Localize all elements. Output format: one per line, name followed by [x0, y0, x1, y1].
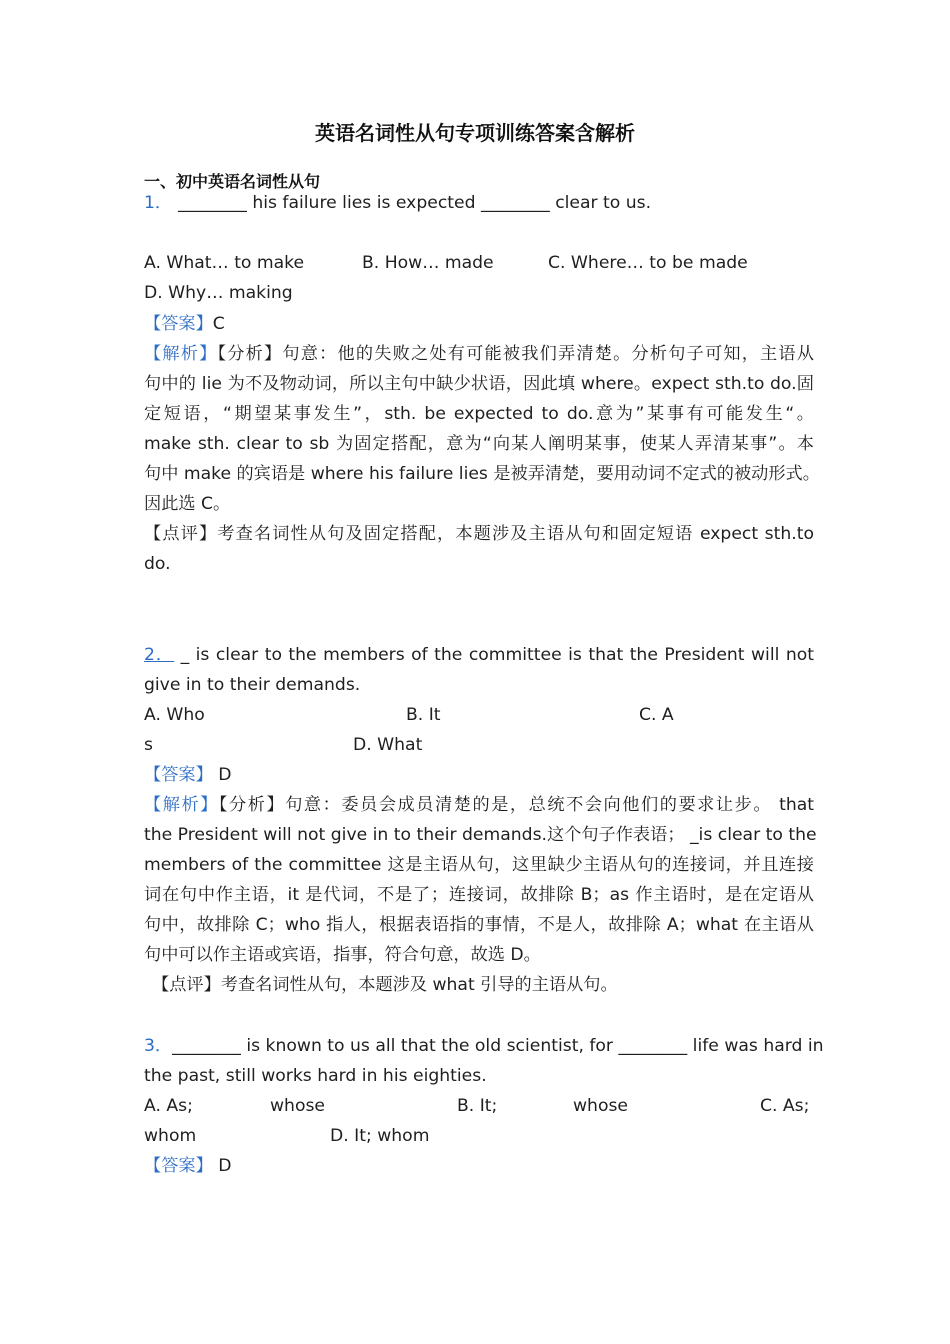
question-3-stem-line: 3．________ is known to us all that the old scientist, for ________ life was hard in	[144, 1036, 824, 1056]
question-1-analysis-line: 定短语，“期望某事发生”，sth. be expected to do.意为”某事有可能发生“。	[144, 404, 814, 424]
question-number: 3．	[144, 1036, 173, 1056]
question-1-option-d: D. Why… making	[144, 283, 293, 303]
question-2-analysis-line: 【解析】【分析】句意：委员会成员清楚的是，总统不会向他们的要求让步。 that	[144, 795, 814, 815]
question-2-analysis-line: members of the committee 这是主语从句，这里缺少主语从句的连接词，并且连接	[144, 855, 814, 875]
question-number: 1．	[144, 193, 173, 213]
question-2-comment: 【点评】考查名词性从句，本题涉及 what 引导的主语从句。	[152, 975, 618, 995]
question-1-answer: 【答案】C	[144, 314, 225, 334]
question-1-analysis-line: 【解析】【分析】句意：他的失败之处有可能被我们弄清楚。分析句子可知，主语从	[144, 344, 814, 364]
question-2-analysis-line: 句中可以作主语或宾语，指事，符合句意，故选 D。	[144, 945, 541, 965]
question-1-analysis-line: 因此选 C。	[144, 494, 231, 514]
question-3-stem-line: the past, still works hard in his eighties.	[144, 1066, 487, 1086]
section-heading: 一、初中英语名词性从句	[144, 172, 321, 191]
question-1-stem: 1． ________ his failure lies is expected ________ clear to us.	[144, 193, 652, 213]
question-1-option-b: B. How… made	[362, 253, 494, 273]
question-2-answer: 【答案】 D	[144, 765, 232, 785]
question-3-option-b-continued: whose	[573, 1096, 628, 1116]
question-3-option-a-continued: whose	[270, 1096, 325, 1116]
question-2-option-a: A. Who	[144, 705, 205, 725]
question-1-comment-line: do.	[144, 554, 171, 574]
question-2-stem-line: 2． _ is clear to the members of the committee is that the President will not	[144, 645, 814, 665]
answer-label: 【答案】	[144, 765, 213, 785]
question-2-option-c-continued: s	[144, 735, 153, 755]
question-number: 2．	[144, 645, 175, 665]
analysis-label: 【解析】	[144, 795, 219, 815]
question-1-comment-line: 【点评】考查名词性从句及固定搭配，本题涉及主语从句和固定短语 expect sth.to	[144, 524, 814, 544]
question-2-analysis-line: 词在句中作主语，it 是代词，不是了；连接词，故排除 B；as 作主语时，是在定语从	[144, 885, 814, 905]
question-1-analysis-line: make sth. clear to sb 为固定搭配，意为“向某人阐明某事，使某人弄清某事”。本	[144, 434, 814, 454]
question-3-option-b: B. It;	[457, 1096, 498, 1116]
document-title: 英语名词性从句专项训练答案含解析	[315, 121, 635, 145]
question-2-option-d: D. What	[353, 735, 423, 755]
question-1-option-a: A. What… to make	[144, 253, 305, 273]
analysis-label: 【解析】	[144, 344, 218, 364]
question-2-stem-line: give in to their demands.	[144, 675, 361, 695]
question-2-analysis-line: the President will not give in to their demands.这个句子作表语； _is clear to the	[144, 825, 817, 845]
question-2-analysis-line: 句中，故排除 C；who 指人，根据表语指的事情，不是人，故排除 A；what 在主语从	[144, 915, 814, 935]
question-3-option-d: D. It; whom	[330, 1126, 430, 1146]
question-3-answer: 【答案】 D	[144, 1156, 232, 1176]
question-1-option-c: C. Where… to be made	[548, 253, 748, 273]
question-3-option-c-continued: whom	[144, 1126, 197, 1146]
question-2-option-b: B. It	[406, 705, 441, 725]
question-3-option-a: A. As;	[144, 1096, 193, 1116]
answer-label: 【答案】	[144, 314, 213, 334]
question-1-analysis-line: 句中 make 的宾语是 where his failure lies 是被弄清楚，要用动词不定式的被动形式。	[144, 464, 820, 484]
answer-label: 【答案】	[144, 1156, 213, 1176]
question-1-analysis-line: 句中的 lie 为不及物动词，所以主句中缺少状语，因此填 where。expect sth.to do.固	[144, 374, 814, 394]
question-3-option-c: C. As;	[760, 1096, 810, 1116]
question-2-option-c: C. A	[639, 705, 674, 725]
